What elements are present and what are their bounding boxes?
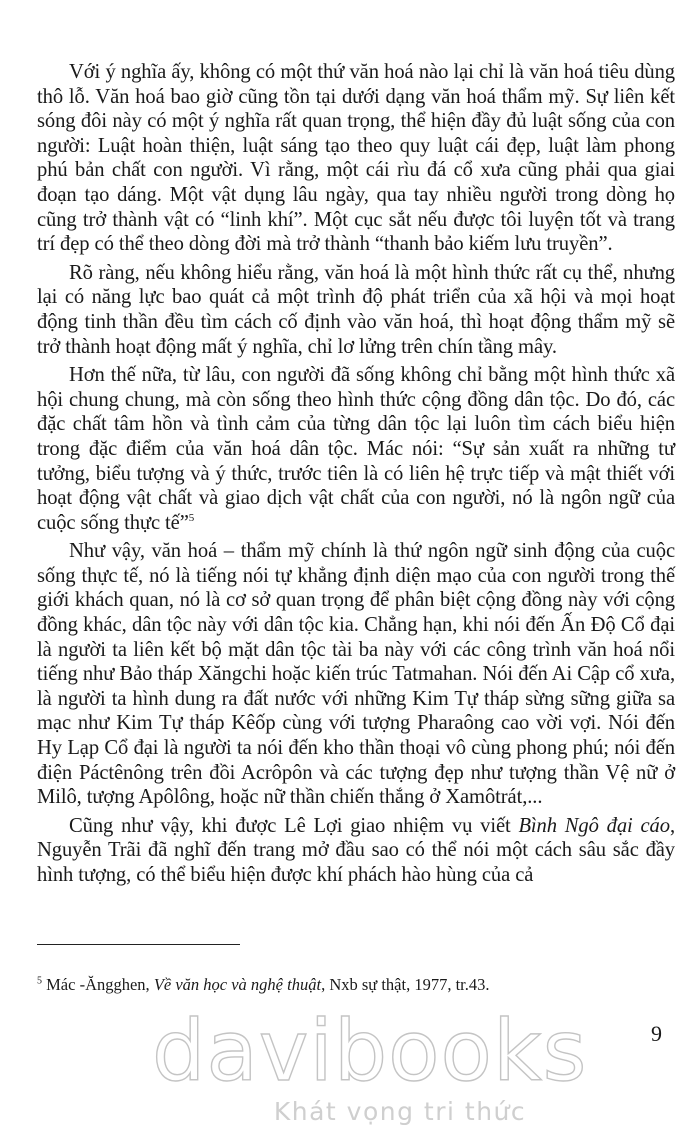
book-title-italic: Bình Ngô đại cáo: [518, 814, 670, 837]
paragraph-5: [37, 814, 675, 888]
footnote-author: Mác -Ăngghen,: [46, 975, 154, 994]
paragraph-3: [37, 363, 675, 535]
footnote-marker: 5: [37, 975, 42, 987]
watermark-brand: davibooks: [152, 1002, 588, 1100]
footnote: [37, 975, 677, 995]
footnote-divider: [37, 944, 240, 945]
paragraph-text: Rõ ràng, nếu không hiểu rằng, văn hoá là một hình thức rất cụ thể, nhưng lại có năng lực bao quát cả một trình độ phát triển của xã hội và mọi hoạt động tinh thần đều tìm cách cố định vào văn hoá, thì hoạt động thẩm mỹ sẽ trở thành hoạt động mất ý nghĩa, chỉ lơ lửng trên chín tầng mây.: [37, 261, 675, 358]
paragraph-text: Cũng như vậy, khi được Lê Lợi giao nhiệm vụ viết: [69, 814, 519, 837]
paragraph-text: Như vậy, văn hoá – thẩm mỹ chính là thứ ngôn ngữ sinh động của cuộc sống thực tế, nó là tiếng nói tự khẳng định diện mạo của con người trong thế giới khách quan, nó là cơ sở quan trọng để phân biệt cộng đồng này với cộng đồng khác, dân tộc này với dân tộc kia. Chẳng hạn, khi nói đến Ấn Độ Cổ đại là người ta liên kết bộ mặt dân tộc tài ba này với các công trình văn hoá nổi tiếng như Bảo tháp Xăngchi hoặc kiến trúc Tatmahan. Nói đến Ai Cập cổ xưa, là người ta hình dung ra đất nước với những Kim Tự tháp sừng sững giữa sa mạc như Kim Tự tháp Kêốp cùng với tượng Pharaông cao vời vợi. Nói đến Hy Lạp Cổ đại là người ta nói đến kho thần thoại vô cùng phong phú; nói đến điện Páctênông trên đồi Acrôpôn và các tượng đẹp như tượng thần Vệ nữ ở Milô, tượng Apôlông, hoặc nữ thần chiến thắng ở Xamôtrát,...: [37, 540, 675, 809]
paragraph-1: [37, 60, 675, 257]
paragraph-2: [37, 261, 675, 359]
footnote-title: Về văn học và nghệ thuật: [153, 975, 322, 994]
page-number: 9: [651, 1021, 662, 1046]
paragraph-4: [37, 539, 675, 810]
watermark-tagline: Khát vọng tri thức: [273, 1097, 527, 1126]
paragraph-text: Hơn thế nữa, từ lâu, con người đã sống không chỉ bằng một hình thức xã hội chung chung, mà còn sống theo hình thức cộng đồng dân tộc. Do đó, các đặc chất tâm hồn và tình cảm của từng dân tộc lại luôn tìm cách biểu hiện trong đặc điểm của văn hoá dân tộc. Mác nói: “Sự sản xuất ra những tư tưởng, biểu tượng và ý thức, trước tiên là có liên hệ trực tiếp và mật thiết với hoạt động vật chất và giao dịch vật chất của con người, nó là ngôn ngữ của cuộc sống thực tế”: [37, 364, 675, 534]
paragraph-text: , Nguyễn Trãi đã nghĩ đến trang mở đầu sao có thể nói một cách sâu sắc đầy hình tượng, có thể biểu hiện được khí phách hào hùng của cả: [37, 814, 675, 886]
paragraph-text: Với ý nghĩa ấy, không có một thứ văn hoá nào lại chỉ là văn hoá tiêu dùng thô lỗ. Văn hoá bao giờ cũng tồn tại dưới dạng văn hoá thẩm mỹ. Sự liên kết sóng đôi này có một ý nghĩa rất quan trọng, thể hiện đầy đủ luật sống của con người: Luật hoàn thiện, luật sáng tạo theo quy luật cái đẹp, luật làm phong phú bản chất con người. Vì rằng, một cái rìu đá cổ xưa cũng phải qua giai đoạn tạo dáng. Một vật dụng lâu ngày, qua tay nhiều người trong dòng họ cũng trở thành vật có “linh khí”. Một cục sắt nếu được tôi luyện tốt và trang trí đẹp có thể theo dòng đời mà trở thành “thanh bảo kiếm lưu truyền”.: [37, 61, 675, 256]
footnote-citation: , Nxb sự thật, 1977, tr.43.: [321, 975, 490, 994]
body-text: [37, 60, 675, 892]
footnote-reference: 5: [188, 511, 195, 524]
